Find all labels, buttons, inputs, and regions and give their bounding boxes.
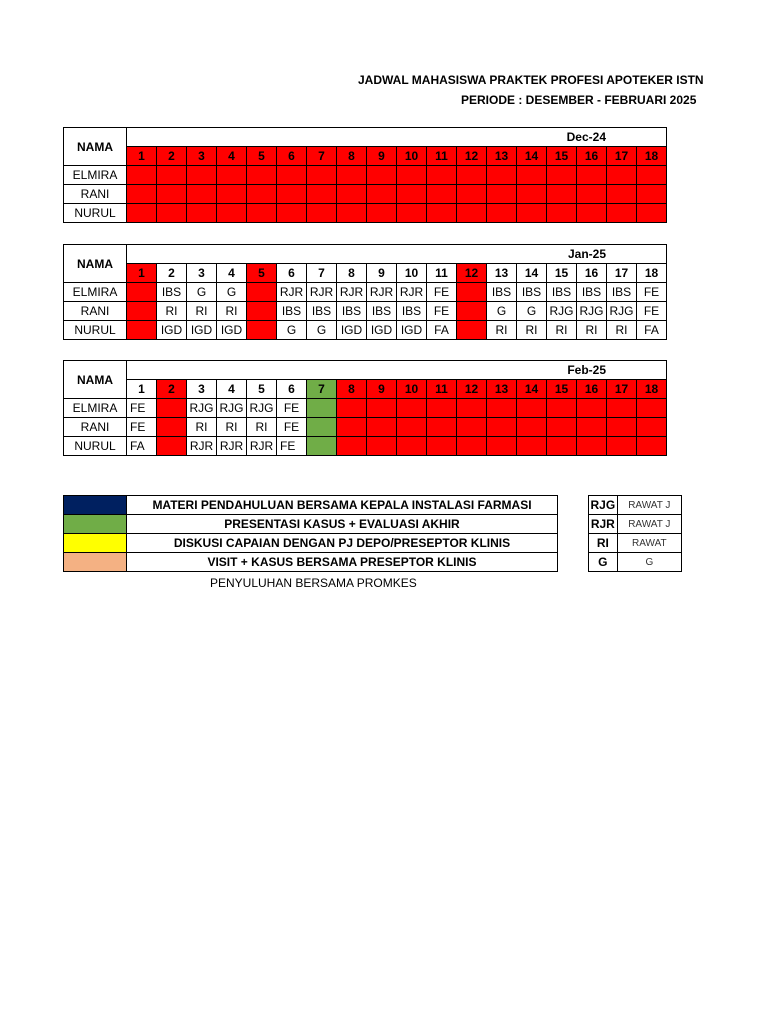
schedule-cell: RI bbox=[157, 302, 187, 321]
schedule-cell bbox=[547, 185, 577, 204]
abbreviation-code: G bbox=[589, 553, 618, 572]
schedule-cell bbox=[637, 185, 667, 204]
day-number: 4 bbox=[217, 147, 247, 166]
schedule-cell bbox=[277, 204, 307, 223]
schedule-cell bbox=[217, 185, 247, 204]
schedule-cell bbox=[397, 166, 427, 185]
student-name: ELMIRA bbox=[64, 283, 127, 302]
schedule-cell bbox=[577, 437, 607, 456]
schedule-cell: G bbox=[517, 302, 547, 321]
day-number: 5 bbox=[247, 147, 277, 166]
schedule-cell bbox=[307, 185, 337, 204]
schedule-cell: RJR bbox=[337, 283, 367, 302]
day-number: 12 bbox=[457, 264, 487, 283]
schedule-cell: IBS bbox=[307, 302, 337, 321]
abbreviation-row bbox=[589, 534, 682, 553]
schedule-cell: IBS bbox=[547, 283, 577, 302]
schedule-cell: RI bbox=[187, 418, 217, 437]
day-number: 14 bbox=[517, 264, 547, 283]
schedule-cell: RI bbox=[217, 418, 247, 437]
schedule-cell: FE bbox=[277, 418, 307, 437]
schedule-cell bbox=[247, 166, 277, 185]
legend-text: DISKUSI CAPAIAN DENGAN PJ DEPO/PRESEPTOR KLINIS bbox=[127, 534, 558, 553]
schedule-cell: IBS bbox=[157, 283, 187, 302]
schedule-cell bbox=[277, 185, 307, 204]
schedule-cell bbox=[457, 166, 487, 185]
schedule-cell: IGD bbox=[187, 321, 217, 340]
schedule-cell: IBS bbox=[577, 283, 607, 302]
schedule-cell bbox=[337, 418, 367, 437]
schedule-cell: IGD bbox=[157, 321, 187, 340]
abbreviation-row bbox=[589, 515, 682, 534]
schedule-cell: RJG bbox=[187, 399, 217, 418]
schedule-cell bbox=[157, 418, 187, 437]
schedule-cell bbox=[577, 418, 607, 437]
day-number: 7 bbox=[307, 264, 337, 283]
schedule-cell bbox=[487, 204, 517, 223]
day-number: 1 bbox=[127, 264, 157, 283]
schedule-cell bbox=[457, 185, 487, 204]
day-number: 2 bbox=[157, 380, 187, 399]
schedule-cell bbox=[637, 418, 667, 437]
day-number: 16 bbox=[577, 264, 607, 283]
nama-header: NAMA bbox=[64, 361, 127, 399]
day-number: 12 bbox=[457, 380, 487, 399]
day-number: 5 bbox=[247, 380, 277, 399]
schedule-cell bbox=[457, 418, 487, 437]
legend-row bbox=[64, 534, 558, 553]
december-table bbox=[63, 127, 682, 223]
day-number: 17 bbox=[607, 264, 637, 283]
schedule-cell: RJR bbox=[367, 283, 397, 302]
schedule-cell bbox=[457, 204, 487, 223]
day-number: 12 bbox=[457, 147, 487, 166]
nama-header: NAMA bbox=[64, 128, 127, 166]
schedule-cell bbox=[247, 204, 277, 223]
schedule-cell bbox=[577, 166, 607, 185]
schedule-cell bbox=[127, 185, 157, 204]
schedule-cell bbox=[517, 185, 547, 204]
schedule-cell bbox=[427, 185, 457, 204]
schedule-cell bbox=[487, 185, 517, 204]
day-number: 15 bbox=[547, 264, 577, 283]
schedule-cell: RJG bbox=[577, 302, 607, 321]
schedule-cell: IBS bbox=[487, 283, 517, 302]
schedule-cell bbox=[397, 399, 427, 418]
month-label: Jan-25 bbox=[127, 245, 667, 264]
schedule-cell: RI bbox=[577, 321, 607, 340]
schedule-cell bbox=[607, 166, 637, 185]
student-name: RANI bbox=[64, 185, 127, 204]
schedule-cell: IBS bbox=[517, 283, 547, 302]
schedule-cell bbox=[547, 204, 577, 223]
schedule-cell: FE bbox=[637, 283, 667, 302]
schedule-cell bbox=[337, 437, 367, 456]
schedule-grid bbox=[63, 127, 667, 223]
schedule-grid bbox=[63, 244, 667, 340]
legend-row bbox=[64, 553, 558, 572]
day-number: 4 bbox=[217, 264, 247, 283]
day-number: 1 bbox=[127, 147, 157, 166]
day-number: 7 bbox=[307, 380, 337, 399]
schedule-cell: RJG bbox=[217, 399, 247, 418]
day-number: 9 bbox=[367, 264, 397, 283]
schedule-cell: RJR bbox=[187, 437, 217, 456]
abbreviation-code: RJG bbox=[589, 496, 618, 515]
schedule-cell: FE bbox=[427, 302, 457, 321]
schedule-cell bbox=[307, 204, 337, 223]
day-number: 18 bbox=[637, 147, 667, 166]
abbreviation-code: RI bbox=[589, 534, 618, 553]
schedule-cell bbox=[637, 166, 667, 185]
schedule-cell bbox=[547, 418, 577, 437]
schedule-cell: FE bbox=[277, 399, 307, 418]
schedule-cell bbox=[247, 283, 277, 302]
day-number: 2 bbox=[157, 264, 187, 283]
day-number: 4 bbox=[217, 380, 247, 399]
student-name: ELMIRA bbox=[64, 166, 127, 185]
table-row bbox=[64, 283, 667, 302]
student-name: NURUL bbox=[64, 321, 127, 340]
schedule-cell bbox=[367, 399, 397, 418]
schedule-cell: RI bbox=[607, 321, 637, 340]
schedule-cell bbox=[127, 283, 157, 302]
schedule-cell bbox=[217, 166, 247, 185]
abbreviation-description: G bbox=[617, 553, 681, 572]
schedule-cell: RJR bbox=[397, 283, 427, 302]
schedule-cell bbox=[157, 399, 187, 418]
schedule-cell bbox=[337, 166, 367, 185]
day-number: 3 bbox=[187, 147, 217, 166]
day-number: 15 bbox=[547, 147, 577, 166]
schedule-cell bbox=[157, 185, 187, 204]
schedule-title: JADWAL MAHASISWA PRAKTEK PROFESI APOTEKER ISTN bbox=[358, 73, 704, 87]
table-row bbox=[64, 302, 667, 321]
schedule-cell bbox=[457, 437, 487, 456]
schedule-cell: IBS bbox=[277, 302, 307, 321]
student-name: RANI bbox=[64, 302, 127, 321]
schedule-cell: RJG bbox=[247, 399, 277, 418]
day-number: 7 bbox=[307, 147, 337, 166]
schedule-grid bbox=[63, 360, 667, 456]
day-number: 8 bbox=[337, 380, 367, 399]
schedule-cell: IBS bbox=[397, 302, 427, 321]
schedule-cell bbox=[397, 418, 427, 437]
schedule-cell: G bbox=[307, 321, 337, 340]
schedule-cell: RI bbox=[187, 302, 217, 321]
schedule-cell bbox=[187, 185, 217, 204]
schedule-cell: RI bbox=[517, 321, 547, 340]
schedule-cell bbox=[307, 399, 337, 418]
day-number: 17 bbox=[607, 380, 637, 399]
schedule-cell bbox=[607, 185, 637, 204]
legend-text: VISIT + KASUS BERSAMA PRESEPTOR KLINIS bbox=[127, 553, 558, 572]
abbreviation-description: RAWAT J bbox=[617, 496, 681, 515]
schedule-cell bbox=[367, 185, 397, 204]
schedule-cell bbox=[307, 437, 337, 456]
schedule-cell bbox=[367, 204, 397, 223]
schedule-cell bbox=[547, 166, 577, 185]
day-number: 10 bbox=[397, 147, 427, 166]
schedule-cell bbox=[637, 204, 667, 223]
schedule-cell: IGD bbox=[367, 321, 397, 340]
legend-extra-label: PENYULUHAN BERSAMA PROMKES bbox=[210, 576, 417, 590]
schedule-cell bbox=[607, 399, 637, 418]
schedule-cell: FE bbox=[127, 399, 157, 418]
schedule-cell: RJR bbox=[277, 283, 307, 302]
day-number: 14 bbox=[517, 147, 547, 166]
schedule-cell bbox=[307, 166, 337, 185]
schedule-cell bbox=[637, 399, 667, 418]
day-number: 16 bbox=[577, 380, 607, 399]
schedule-cell bbox=[247, 185, 277, 204]
schedule-cell bbox=[457, 302, 487, 321]
schedule-cell bbox=[517, 204, 547, 223]
day-number: 13 bbox=[487, 147, 517, 166]
day-number: 1 bbox=[127, 380, 157, 399]
schedule-cell: G bbox=[277, 321, 307, 340]
schedule-cell bbox=[187, 204, 217, 223]
schedule-cell bbox=[607, 437, 637, 456]
day-number: 6 bbox=[277, 380, 307, 399]
nama-header: NAMA bbox=[64, 245, 127, 283]
schedule-cell bbox=[127, 166, 157, 185]
table-row bbox=[64, 204, 667, 223]
schedule-cell bbox=[517, 418, 547, 437]
schedule-cell: IGD bbox=[217, 321, 247, 340]
day-number: 11 bbox=[427, 147, 457, 166]
schedule-cell bbox=[607, 204, 637, 223]
schedule-cell bbox=[547, 399, 577, 418]
day-number: 16 bbox=[577, 147, 607, 166]
schedule-period: PERIODE : DESEMBER - FEBRUARI 2025 bbox=[461, 93, 697, 107]
schedule-cell bbox=[427, 166, 457, 185]
schedule-cell bbox=[277, 166, 307, 185]
schedule-cell: G bbox=[487, 302, 517, 321]
legend-swatch bbox=[64, 496, 127, 515]
schedule-cell bbox=[247, 302, 277, 321]
legend-row bbox=[64, 515, 558, 534]
schedule-cell bbox=[217, 204, 247, 223]
day-number: 17 bbox=[607, 147, 637, 166]
schedule-cell bbox=[547, 437, 577, 456]
legend-swatch bbox=[64, 553, 127, 572]
schedule-cell: IGD bbox=[337, 321, 367, 340]
schedule-cell bbox=[337, 204, 367, 223]
schedule-cell bbox=[487, 437, 517, 456]
day-number: 6 bbox=[277, 147, 307, 166]
schedule-cell bbox=[397, 437, 427, 456]
day-number: 8 bbox=[337, 147, 367, 166]
schedule-cell bbox=[397, 185, 427, 204]
day-number: 13 bbox=[487, 264, 517, 283]
table-row bbox=[64, 399, 667, 418]
day-number: 11 bbox=[427, 380, 457, 399]
schedule-cell bbox=[157, 166, 187, 185]
schedule-cell bbox=[157, 204, 187, 223]
schedule-cell bbox=[637, 437, 667, 456]
january-table bbox=[63, 244, 682, 340]
abbreviation-row bbox=[589, 553, 682, 572]
table-row bbox=[64, 418, 667, 437]
student-name: RANI bbox=[64, 418, 127, 437]
student-name: NURUL bbox=[64, 437, 127, 456]
student-name: ELMIRA bbox=[64, 399, 127, 418]
day-number: 3 bbox=[187, 264, 217, 283]
legend-text: MATERI PENDAHULUAN BERSAMA KEPALA INSTALASI FARMASI bbox=[127, 496, 558, 515]
schedule-cell: FA bbox=[127, 437, 157, 456]
day-number: 10 bbox=[397, 264, 427, 283]
day-number: 11 bbox=[427, 264, 457, 283]
schedule-cell bbox=[367, 437, 397, 456]
month-label: Dec-24 bbox=[127, 128, 667, 147]
schedule-cell: RJR bbox=[307, 283, 337, 302]
schedule-cell: FA bbox=[427, 321, 457, 340]
legend bbox=[63, 495, 558, 572]
february-table bbox=[63, 360, 682, 456]
schedule-cell bbox=[427, 437, 457, 456]
schedule-cell: RJR bbox=[247, 437, 277, 456]
schedule-cell bbox=[337, 399, 367, 418]
schedule-cell bbox=[157, 437, 187, 456]
day-number: 8 bbox=[337, 264, 367, 283]
schedule-cell bbox=[487, 399, 517, 418]
schedule-cell: IGD bbox=[397, 321, 427, 340]
abbreviation-legend bbox=[588, 495, 682, 572]
legend-swatch bbox=[64, 515, 127, 534]
day-number: 18 bbox=[637, 264, 667, 283]
abbreviation-row bbox=[589, 496, 682, 515]
legend-row bbox=[64, 496, 558, 515]
schedule-cell bbox=[607, 418, 637, 437]
schedule-cell bbox=[127, 302, 157, 321]
schedule-cell bbox=[427, 418, 457, 437]
day-number: 9 bbox=[367, 147, 397, 166]
schedule-cell bbox=[127, 321, 157, 340]
schedule-cell: RI bbox=[547, 321, 577, 340]
schedule-cell bbox=[517, 399, 547, 418]
schedule-cell: RI bbox=[487, 321, 517, 340]
table-row bbox=[64, 185, 667, 204]
schedule-cell: IBS bbox=[367, 302, 397, 321]
schedule-cell bbox=[577, 185, 607, 204]
schedule-cell bbox=[517, 166, 547, 185]
schedule-cell bbox=[427, 399, 457, 418]
table-row bbox=[64, 321, 667, 340]
day-number: 18 bbox=[637, 380, 667, 399]
schedule-cell: FE bbox=[637, 302, 667, 321]
legend-swatch bbox=[64, 534, 127, 553]
table-row bbox=[64, 437, 667, 456]
day-number: 15 bbox=[547, 380, 577, 399]
schedule-cell bbox=[397, 204, 427, 223]
schedule-cell bbox=[367, 166, 397, 185]
day-number: 6 bbox=[277, 264, 307, 283]
schedule-cell: IBS bbox=[607, 283, 637, 302]
schedule-cell bbox=[487, 418, 517, 437]
schedule-cell: RJG bbox=[547, 302, 577, 321]
schedule-cell bbox=[457, 399, 487, 418]
schedule-cell: RJR bbox=[217, 437, 247, 456]
abbreviation-code: RJR bbox=[589, 515, 618, 534]
schedule-cell: FE bbox=[277, 437, 307, 456]
schedule-cell: IBS bbox=[337, 302, 367, 321]
day-number: 2 bbox=[157, 147, 187, 166]
schedule-cell: FA bbox=[637, 321, 667, 340]
schedule-cell: FE bbox=[427, 283, 457, 302]
schedule-cell: RI bbox=[247, 418, 277, 437]
schedule-cell: RI bbox=[217, 302, 247, 321]
table-row bbox=[64, 166, 667, 185]
day-number: 5 bbox=[247, 264, 277, 283]
schedule-cell bbox=[247, 321, 277, 340]
schedule-cell bbox=[577, 204, 607, 223]
schedule-cell: RJG bbox=[607, 302, 637, 321]
abbreviation-description: RAWAT bbox=[617, 534, 681, 553]
schedule-cell bbox=[427, 204, 457, 223]
month-label: Feb-25 bbox=[127, 361, 667, 380]
student-name: NURUL bbox=[64, 204, 127, 223]
schedule-cell bbox=[487, 166, 517, 185]
day-number: 9 bbox=[367, 380, 397, 399]
day-number: 10 bbox=[397, 380, 427, 399]
schedule-cell: G bbox=[217, 283, 247, 302]
schedule-cell bbox=[577, 399, 607, 418]
day-number: 3 bbox=[187, 380, 217, 399]
schedule-cell bbox=[367, 418, 397, 437]
abbreviation-description: RAWAT J bbox=[617, 515, 681, 534]
schedule-cell bbox=[457, 283, 487, 302]
schedule-cell bbox=[127, 204, 157, 223]
schedule-cell bbox=[307, 418, 337, 437]
day-number: 14 bbox=[517, 380, 547, 399]
schedule-cell bbox=[337, 185, 367, 204]
schedule-cell: G bbox=[187, 283, 217, 302]
day-number: 13 bbox=[487, 380, 517, 399]
schedule-cell bbox=[187, 166, 217, 185]
schedule-cell bbox=[517, 437, 547, 456]
schedule-cell: FE bbox=[127, 418, 157, 437]
legend-text: PRESENTASI KASUS + EVALUASI AKHIR bbox=[127, 515, 558, 534]
schedule-cell bbox=[457, 321, 487, 340]
